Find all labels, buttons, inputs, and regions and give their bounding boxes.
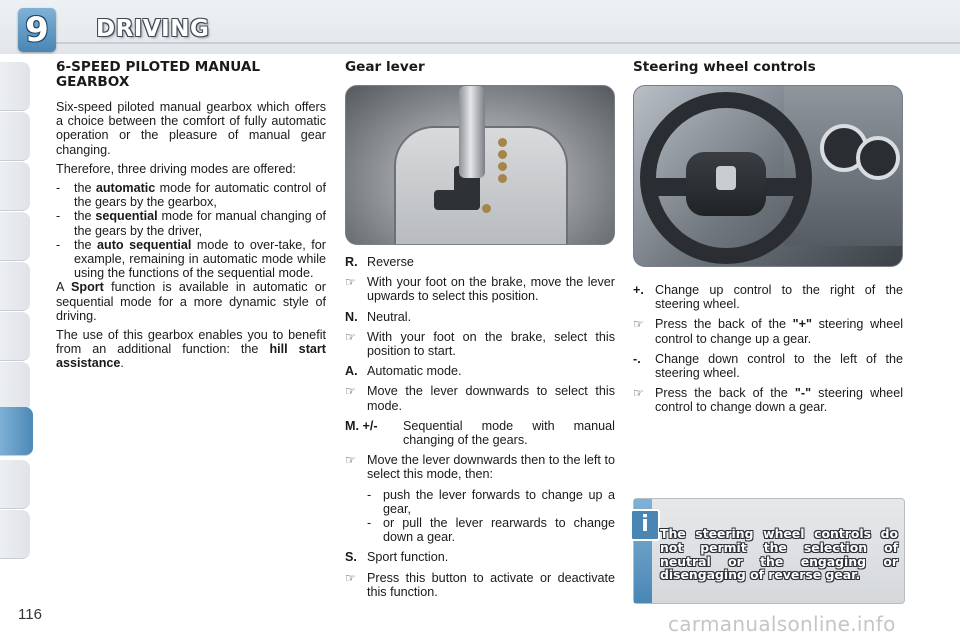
- hand-pointer-icon: ☞: [633, 386, 644, 401]
- chapter-tab-11[interactable]: [0, 510, 30, 559]
- chapter-tab-2[interactable]: [0, 112, 30, 161]
- lever-instruction-neutral: ☞ With your foot on the brake, select this position to start.: [345, 329, 615, 359]
- section-title-gear-lever: Gear lever: [345, 59, 425, 75]
- paragraph-intro: Six-speed piloted manual gearbox which offers a choice between the comfort of fully automatic operation or the pleasure of manual gear changing.: [56, 100, 326, 157]
- chapter-tab-strip: [0, 62, 32, 572]
- steering-instruction-plus: ☞ Press the back of the "+" steering wheel control to change up a gear.: [633, 317, 903, 346]
- mode-item-auto-sequential: - the auto sequential mode to over-take, for example, remaining in automatic mode while using the functions of the sequential mode.: [56, 237, 326, 281]
- chapter-tab-4[interactable]: [0, 212, 30, 261]
- column-gear-lever: [345, 60, 615, 605]
- column-gearbox-intro: [56, 60, 326, 376]
- lever-item-sport: S. Sport function.: [345, 550, 449, 565]
- gate-indicator-s: [498, 174, 507, 183]
- gauge-rev-counter: [856, 136, 900, 180]
- hand-pointer-icon: ☞: [345, 570, 356, 585]
- hand-pointer-icon: ☞: [345, 329, 356, 344]
- steering-instruction-minus: ☞ Press the back of the "-" steering wheel control to change down a gear.: [633, 386, 903, 415]
- mode-item-automatic: - the automatic mode for automatic control of the gears by the gearbox,: [56, 181, 326, 210]
- chapter-tab-10[interactable]: [0, 460, 30, 509]
- chapter-tab-5[interactable]: [0, 262, 30, 311]
- chapter-tab-9-active[interactable]: [0, 407, 33, 456]
- paragraph-modes: Therefore, three driving modes are offered:: [56, 161, 296, 176]
- sport-button-dot: [482, 204, 491, 213]
- paragraph-hill-start: The use of this gearbox enables you to benefit from an additional function: the hill start assistance.: [56, 328, 326, 371]
- hand-pointer-icon: ☞: [345, 275, 356, 290]
- manual-subitem-up: - push the lever forwards to change up a gear,: [367, 487, 615, 516]
- mode-item-sequential: - the sequential mode for manual changing of the gears by the driver,: [56, 209, 326, 238]
- gear-lever-photo: [345, 85, 615, 245]
- chapter-badge: 9: [18, 8, 56, 52]
- chapter-tab-1[interactable]: [0, 62, 30, 111]
- hand-pointer-icon: ☞: [345, 384, 356, 399]
- lion-logo-icon: [716, 166, 736, 190]
- chapter-tab-6[interactable]: [0, 312, 30, 361]
- steering-wheel-photo: [633, 85, 903, 267]
- chapter-tab-3[interactable]: [0, 162, 30, 211]
- gate-indicator-r: [498, 138, 507, 147]
- section-title-gearbox: 6-SPEED PILOTED MANUAL GEARBOX: [56, 59, 260, 90]
- section-title-steering: Steering wheel controls: [633, 59, 816, 75]
- info-icon: i: [630, 509, 660, 541]
- watermark-text: carmanualsonline.info: [668, 612, 896, 636]
- lever-item-neutral: N. Neutral.: [345, 309, 412, 324]
- chapter-title: DRIVING: [96, 16, 210, 42]
- lever-instruction-reverse: ☞ With your foot on the brake, move the lever upwards to select this position.: [345, 275, 615, 304]
- info-note-box: [633, 498, 905, 604]
- hand-pointer-icon: ☞: [633, 317, 644, 332]
- lever-item-manual: M. +/- Sequential mode with manual changing of the gears.: [345, 418, 615, 448]
- gate-indicator-a: [498, 162, 507, 171]
- header-rule: [56, 42, 960, 44]
- lever-instruction-manual: ☞ Move the lever downwards then to the left to select this mode, then:: [345, 453, 615, 482]
- lever-item-reverse: R. Reverse: [345, 255, 414, 269]
- manual-subitem-down: - or pull the lever rearwards to change down a gear.: [367, 516, 615, 545]
- gate-indicator-n: [498, 150, 507, 159]
- lever-instruction-sport: ☞ Press this button to activate or deactivate this function.: [345, 570, 615, 599]
- gear-gate-side-slot: [434, 190, 480, 210]
- hand-pointer-icon: ☞: [345, 453, 356, 468]
- paragraph-sport: A Sport function is available in automatic or sequential mode for a more dynamic style of driving.: [56, 280, 326, 323]
- steering-item-plus: +. Change up control to the right of the steering wheel.: [633, 283, 903, 312]
- gear-lever-stick: [459, 86, 485, 178]
- info-note-text: The steering wheel controls do not permit the selection of neutral or the engaging or disengaging of reverse gear.: [660, 526, 898, 583]
- page-number: 116: [18, 606, 42, 623]
- column-steering-controls: [633, 60, 903, 421]
- lever-item-automatic: A. Automatic mode.: [345, 364, 462, 379]
- lever-instruction-automatic: ☞ Move the lever downwards to select this mode.: [345, 384, 615, 413]
- steering-item-minus: -. Change down control to the left of the steering wheel.: [633, 351, 903, 381]
- chapter-tab-7[interactable]: [0, 362, 30, 411]
